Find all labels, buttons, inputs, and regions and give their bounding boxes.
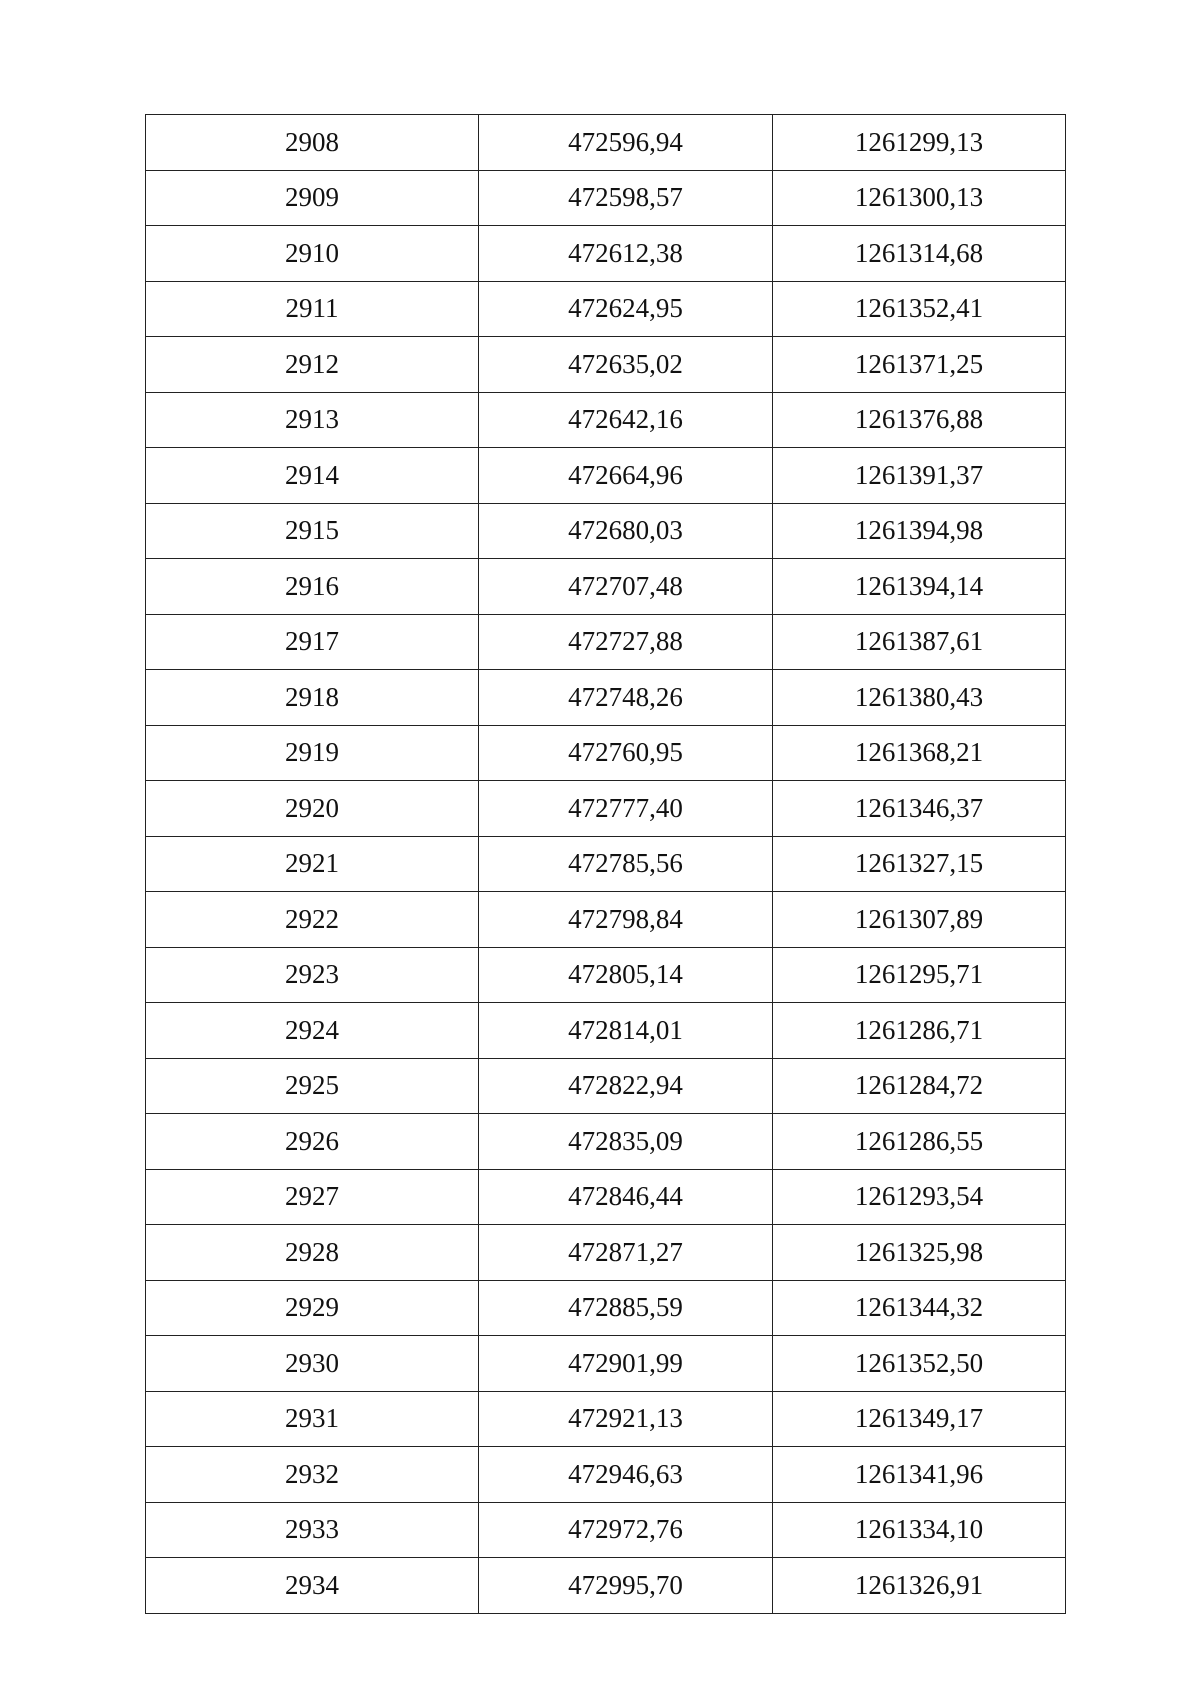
- x-coordinate-cell: 472598,57: [479, 170, 773, 226]
- x-coordinate-cell: 472760,95: [479, 725, 773, 781]
- y-coordinate-cell: 1261314,68: [773, 226, 1066, 282]
- point-number-cell: 2909: [146, 170, 479, 226]
- table-row: [146, 1225, 1066, 1281]
- x-coordinate-cell: 472624,95: [479, 281, 773, 337]
- x-coordinate-cell: 472946,63: [479, 1447, 773, 1503]
- point-number-cell: 2911: [146, 281, 479, 337]
- y-coordinate-cell: 1261326,91: [773, 1558, 1066, 1614]
- table-row: [146, 503, 1066, 559]
- coordinates-table: [145, 114, 1066, 1614]
- table-row: [146, 1058, 1066, 1114]
- y-coordinate-cell: 1261307,89: [773, 892, 1066, 948]
- x-coordinate-cell: 472612,38: [479, 226, 773, 282]
- y-coordinate-cell: 1261380,43: [773, 670, 1066, 726]
- point-number-cell: 2932: [146, 1447, 479, 1503]
- table-row: [146, 1280, 1066, 1336]
- x-coordinate-cell: 472642,16: [479, 392, 773, 448]
- point-number-cell: 2934: [146, 1558, 479, 1614]
- y-coordinate-cell: 1261300,13: [773, 170, 1066, 226]
- table-row: [146, 392, 1066, 448]
- y-coordinate-cell: 1261344,32: [773, 1280, 1066, 1336]
- point-number-cell: 2929: [146, 1280, 479, 1336]
- x-coordinate-cell: 472995,70: [479, 1558, 773, 1614]
- table-row: [146, 1447, 1066, 1503]
- point-number-cell: 2930: [146, 1336, 479, 1392]
- table-row: [146, 1336, 1066, 1392]
- point-number-cell: 2928: [146, 1225, 479, 1281]
- y-coordinate-cell: 1261376,88: [773, 392, 1066, 448]
- y-coordinate-cell: 1261352,41: [773, 281, 1066, 337]
- x-coordinate-cell: 472777,40: [479, 781, 773, 837]
- x-coordinate-cell: 472822,94: [479, 1058, 773, 1114]
- x-coordinate-cell: 472680,03: [479, 503, 773, 559]
- table-row: [146, 1114, 1066, 1170]
- point-number-cell: 2914: [146, 448, 479, 504]
- point-number-cell: 2917: [146, 614, 479, 670]
- x-coordinate-cell: 472871,27: [479, 1225, 773, 1281]
- x-coordinate-cell: 472664,96: [479, 448, 773, 504]
- table-row: [146, 892, 1066, 948]
- y-coordinate-cell: 1261325,98: [773, 1225, 1066, 1281]
- point-number-cell: 2915: [146, 503, 479, 559]
- y-coordinate-cell: 1261334,10: [773, 1502, 1066, 1558]
- x-coordinate-cell: 472901,99: [479, 1336, 773, 1392]
- table-row: [146, 947, 1066, 1003]
- x-coordinate-cell: 472785,56: [479, 836, 773, 892]
- table-row: [146, 559, 1066, 615]
- table-row: [146, 836, 1066, 892]
- point-number-cell: 2926: [146, 1114, 479, 1170]
- x-coordinate-cell: 472921,13: [479, 1391, 773, 1447]
- y-coordinate-cell: 1261293,54: [773, 1169, 1066, 1225]
- x-coordinate-cell: 472805,14: [479, 947, 773, 1003]
- point-number-cell: 2933: [146, 1502, 479, 1558]
- table-row: [146, 1391, 1066, 1447]
- table-row: [146, 1558, 1066, 1614]
- table-row: [146, 781, 1066, 837]
- point-number-cell: 2923: [146, 947, 479, 1003]
- table-row: [146, 1502, 1066, 1558]
- y-coordinate-cell: 1261387,61: [773, 614, 1066, 670]
- x-coordinate-cell: 472596,94: [479, 115, 773, 171]
- y-coordinate-cell: 1261371,25: [773, 337, 1066, 393]
- point-number-cell: 2912: [146, 337, 479, 393]
- table-row: [146, 226, 1066, 282]
- y-coordinate-cell: 1261394,14: [773, 559, 1066, 615]
- y-coordinate-cell: 1261286,71: [773, 1003, 1066, 1059]
- x-coordinate-cell: 472835,09: [479, 1114, 773, 1170]
- table-row: [146, 1003, 1066, 1059]
- y-coordinate-cell: 1261286,55: [773, 1114, 1066, 1170]
- x-coordinate-cell: 472707,48: [479, 559, 773, 615]
- point-number-cell: 2908: [146, 115, 479, 171]
- point-number-cell: 2927: [146, 1169, 479, 1225]
- y-coordinate-cell: 1261299,13: [773, 115, 1066, 171]
- y-coordinate-cell: 1261327,15: [773, 836, 1066, 892]
- table-row: [146, 115, 1066, 171]
- y-coordinate-cell: 1261295,71: [773, 947, 1066, 1003]
- table-row: [146, 170, 1066, 226]
- x-coordinate-cell: 472798,84: [479, 892, 773, 948]
- point-number-cell: 2920: [146, 781, 479, 837]
- point-number-cell: 2916: [146, 559, 479, 615]
- coordinates-table-body: [146, 115, 1066, 1614]
- y-coordinate-cell: 1261346,37: [773, 781, 1066, 837]
- table-row: [146, 670, 1066, 726]
- table-row: [146, 614, 1066, 670]
- table-row: [146, 337, 1066, 393]
- y-coordinate-cell: 1261368,21: [773, 725, 1066, 781]
- table-row: [146, 281, 1066, 337]
- x-coordinate-cell: 472814,01: [479, 1003, 773, 1059]
- point-number-cell: 2925: [146, 1058, 479, 1114]
- x-coordinate-cell: 472748,26: [479, 670, 773, 726]
- x-coordinate-cell: 472972,76: [479, 1502, 773, 1558]
- point-number-cell: 2913: [146, 392, 479, 448]
- point-number-cell: 2918: [146, 670, 479, 726]
- point-number-cell: 2922: [146, 892, 479, 948]
- y-coordinate-cell: 1261352,50: [773, 1336, 1066, 1392]
- table-row: [146, 725, 1066, 781]
- y-coordinate-cell: 1261341,96: [773, 1447, 1066, 1503]
- point-number-cell: 2931: [146, 1391, 479, 1447]
- point-number-cell: 2921: [146, 836, 479, 892]
- table-row: [146, 448, 1066, 504]
- y-coordinate-cell: 1261391,37: [773, 448, 1066, 504]
- x-coordinate-cell: 472727,88: [479, 614, 773, 670]
- x-coordinate-cell: 472846,44: [479, 1169, 773, 1225]
- y-coordinate-cell: 1261394,98: [773, 503, 1066, 559]
- point-number-cell: 2919: [146, 725, 479, 781]
- point-number-cell: 2910: [146, 226, 479, 282]
- x-coordinate-cell: 472635,02: [479, 337, 773, 393]
- y-coordinate-cell: 1261349,17: [773, 1391, 1066, 1447]
- point-number-cell: 2924: [146, 1003, 479, 1059]
- table-row: [146, 1169, 1066, 1225]
- y-coordinate-cell: 1261284,72: [773, 1058, 1066, 1114]
- x-coordinate-cell: 472885,59: [479, 1280, 773, 1336]
